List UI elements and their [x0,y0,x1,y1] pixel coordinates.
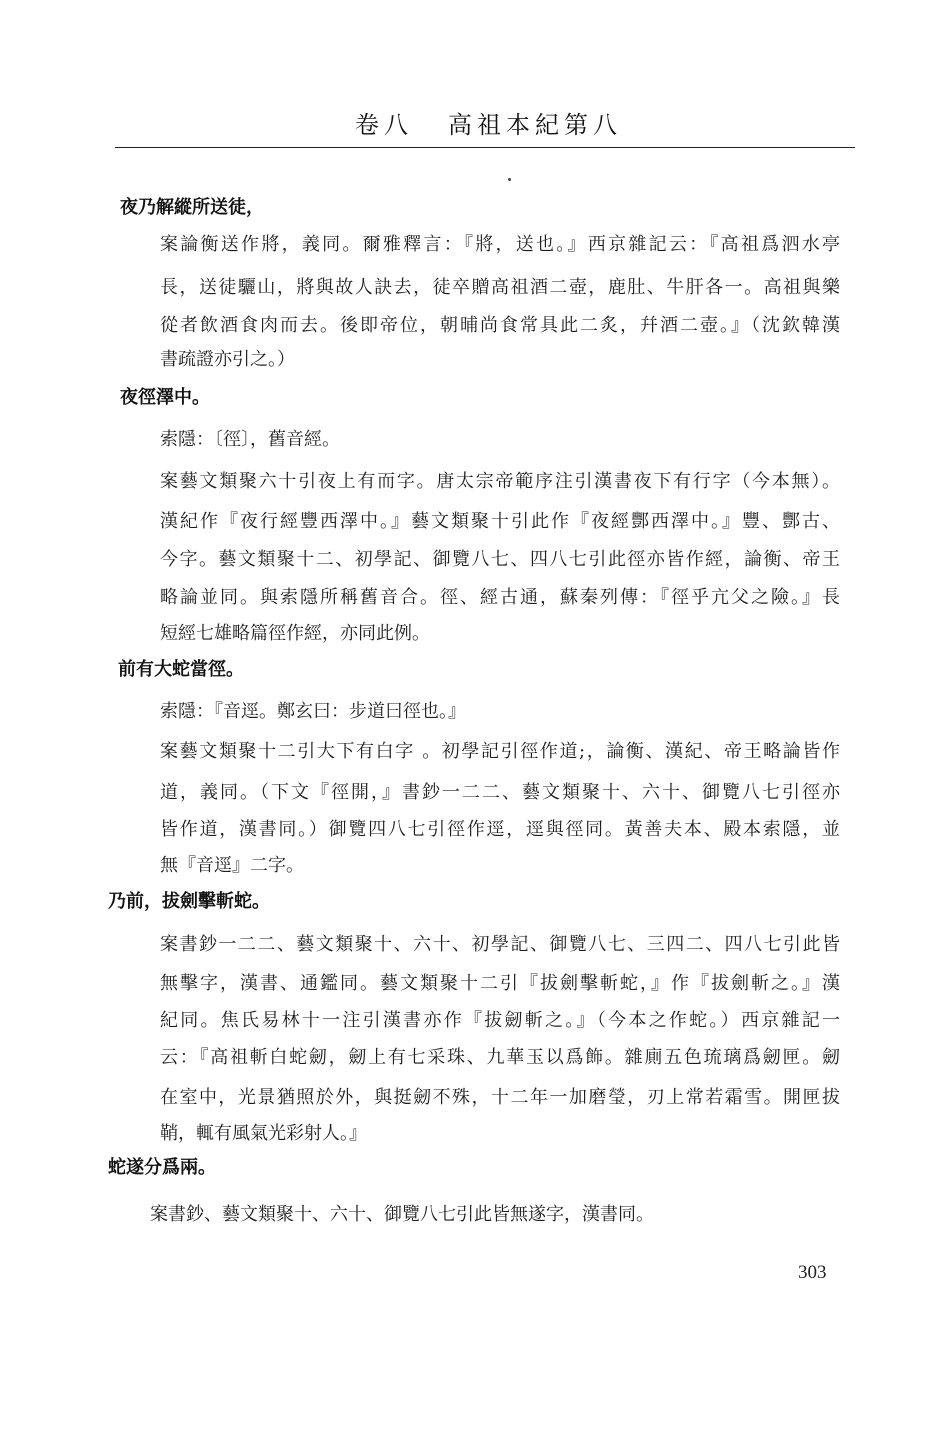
commentary-line: 長，送徒驪山，將與故人訣去，徒卒贈高祖酒二壺，鹿肚、牛肝各一。高祖與樂 [160,277,840,298]
commentary-line: 鞘，輒有風氣光彩射人。』 [160,1123,367,1144]
chapter-title: 高祖本紀第八 [448,111,622,139]
commentary-line: 案書鈔、藝文類聚十、六十、御覽八七引此皆無遂字，漢書同。 [150,1204,654,1225]
commentary-line: 漢紀作『夜行經豐西澤中。』藝文類聚十引此作『夜經酆西澤中。』豐、酆古、 [160,511,840,532]
commentary-line: 書疏證亦引之。） [160,349,295,370]
commentary-line: 紀同。焦氏易林十一注引漢書亦作『拔劒斬之。』（今本之作蛇。）西京雜記一 [160,1010,840,1031]
commentary-line: 索隱：『音逕。鄭玄曰：步道曰徑也。』 [160,701,466,722]
commentary-line: 案藝文類聚六十引夜上有而字。唐太宗帝範序注引漢書夜下有行字（今本無）。 [160,471,840,492]
commentary-line: 索隱：〔徑〕，舊音經。 [160,429,340,450]
page-number: 303 [798,1262,827,1283]
commentary-line: 略論並同。與索隱所稱舊音合。徑、經古通，蘇秦列傳：『徑乎亢父之險。』長 [160,587,840,608]
header-rule [115,147,855,148]
commentary-line: 今字。藝文類聚十二、初學記、御覽八七、四八七引此徑亦皆作經，論衡、帝王 [160,549,840,570]
commentary-line: 道，義同。（下文『徑開，』書鈔一二二、藝文類聚十、六十、御覽八七引徑亦 [160,782,840,803]
commentary-line: 短經七雄略篇徑作經，亦同此例。 [160,623,430,644]
chapter-number: 卷八 [355,111,413,139]
commentary-line: 無擊字，漢書、通鑑同。藝文類聚十二引『拔劍擊斬蛇，』作『拔劍斬之。』漢 [160,973,840,994]
main-text-line: 前有大蛇當徑。 [118,659,244,680]
commentary-line: 從者飲酒食肉而去。後即帝位，朝晡尚食常具此二炙，幷酒二壺。』（沈欽韓漢 [160,315,840,336]
commentary-line: 無『音逕』二字。 [160,855,304,876]
commentary-line: 案藝文類聚十二引大下有白字 。初學記引徑作道;，論衡、漢紀、帝王略論皆作 [160,741,840,762]
commentary-line: 云：『高祖斬白蛇劒，劒上有七采珠、九華玉以爲飾。雜廁五色琉璃爲劒匣。劒 [160,1047,840,1068]
commentary-line: 皆作道，漢書同。）御覽四八七引徑作逕，逕與徑同。黃善夫本、殿本索隱，並 [160,819,840,840]
main-text-line: 夜乃解縱所送徒， [120,197,264,218]
commentary-line: 案書鈔一二二、藝文類聚十、六十、初學記、御覽八七、三四二、四八七引此皆 [160,934,840,955]
main-text-line: 夜徑澤中。 [120,387,210,408]
scan-dot [508,178,511,181]
commentary-line: 在室中，光景猶照於外，與挺劒不殊，十二年一加磨瑩，刃上常若霜雪。開匣拔 [160,1087,840,1108]
commentary-line: 案論衡送作將，義同。爾雅釋言：『將，送也。』西京雜記云：『高祖爲泗水亭 [160,234,840,255]
main-text-line: 乃前，拔劍擊斬蛇。 [108,891,270,912]
main-text-line: 蛇遂分爲兩。 [108,1157,216,1178]
